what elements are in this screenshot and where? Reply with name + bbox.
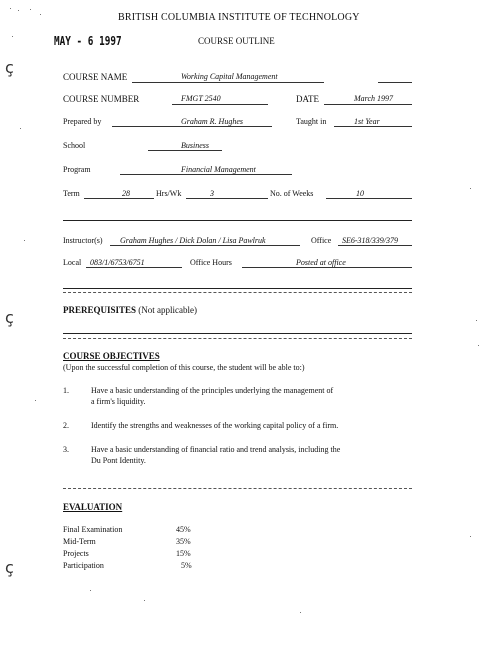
- program-label: Program: [63, 165, 91, 174]
- objective-text: Du Pont Identity.: [91, 456, 146, 465]
- office-hours-value: Posted at office: [296, 258, 346, 267]
- objective-text: Have a basic understanding of the principles underlying the management of: [91, 386, 334, 395]
- institution-name: BRITISH COLUMBIA INSTITUTE OF TECHNOLOGY: [118, 12, 360, 23]
- hole-punch-mark-bottom: ç: [5, 558, 14, 577]
- evaluation-heading: EVALUATION: [63, 502, 123, 512]
- school-label: School: [63, 141, 86, 150]
- local-label: Local: [63, 258, 82, 267]
- evaluation-item-weight: 15%: [176, 549, 191, 558]
- local-value: 083/1/6753/6751: [90, 258, 145, 267]
- objective-number: 2.: [63, 421, 69, 430]
- course-name-label: COURSE NAME: [63, 72, 128, 82]
- term-value: 28: [122, 189, 130, 198]
- evaluation-item-label: Final Examination: [63, 525, 123, 534]
- date-value: March 1997: [354, 94, 394, 103]
- number-of-weeks-value: 10: [356, 189, 364, 198]
- objectives-intro: (Upon the successful completion of this course, the student will be able to:): [63, 363, 305, 372]
- prerequisites-note: (Not applicable): [138, 305, 198, 315]
- instructors-value: Graham Hughes / Dick Dolan / Lisa Pawlruk: [120, 236, 266, 245]
- course-number-value: FMGT 2540: [181, 94, 221, 103]
- hole-punch-mark-middle: ç: [5, 308, 14, 327]
- objective-number: 3.: [63, 445, 69, 454]
- instructors-label: Instructor(s): [63, 236, 103, 245]
- school-value: Business: [181, 141, 209, 150]
- objective-text: a firm's liquidity.: [91, 397, 146, 406]
- separator-line: [63, 488, 412, 489]
- office-hours-label: Office Hours: [190, 258, 232, 267]
- evaluation-item-weight: 5%: [181, 561, 192, 570]
- prepared-by-label: Prepared by: [63, 117, 102, 126]
- prepared-by-value: Graham R. Hughes: [181, 117, 243, 126]
- separator-line: [63, 338, 412, 339]
- separator-line: [63, 288, 412, 289]
- received-date-stamp: MAY - 6 1997: [54, 34, 122, 48]
- taught-in-label: Taught in: [296, 117, 327, 126]
- evaluation-item-label: Participation: [63, 561, 104, 570]
- prerequisites-title: PREREQUISITES: [63, 305, 137, 315]
- document-title: COURSE OUTLINE: [198, 36, 275, 46]
- office-value: SE6-318/339/379: [342, 236, 398, 245]
- separator-line: [63, 292, 412, 293]
- program-value: Financial Management: [181, 165, 256, 174]
- evaluation-item-label: Projects: [63, 549, 89, 558]
- prerequisites-heading: [63, 305, 197, 315]
- evaluation-item-weight: 35%: [176, 537, 191, 546]
- evaluation-item-label: Mid-Term: [63, 537, 96, 546]
- hours-per-week-value: 3: [210, 189, 214, 198]
- evaluation-item-weight: 45%: [176, 525, 191, 534]
- objectives-heading: COURSE OBJECTIVES: [63, 351, 160, 361]
- hole-punch-mark-top: ç: [5, 58, 14, 77]
- course-number-label: COURSE NUMBER: [63, 94, 140, 104]
- blank-line: [63, 220, 412, 221]
- date-label: DATE: [296, 94, 319, 104]
- office-label: Office: [311, 236, 332, 245]
- taught-in-value: 1st Year: [354, 117, 380, 126]
- hours-per-week-label: Hrs/Wk: [156, 189, 182, 198]
- term-label: Term: [63, 189, 80, 198]
- separator-line: [63, 333, 412, 334]
- objective-text: Identify the strengths and weaknesses of the working capital policy of a firm.: [91, 421, 339, 430]
- course-name-value: Working Capital Management: [181, 72, 278, 81]
- number-of-weeks-label: No. of Weeks: [270, 189, 314, 198]
- objective-text: Have a basic understanding of financial ratio and trend analysis, including the: [91, 445, 341, 454]
- objective-number: 1.: [63, 386, 69, 395]
